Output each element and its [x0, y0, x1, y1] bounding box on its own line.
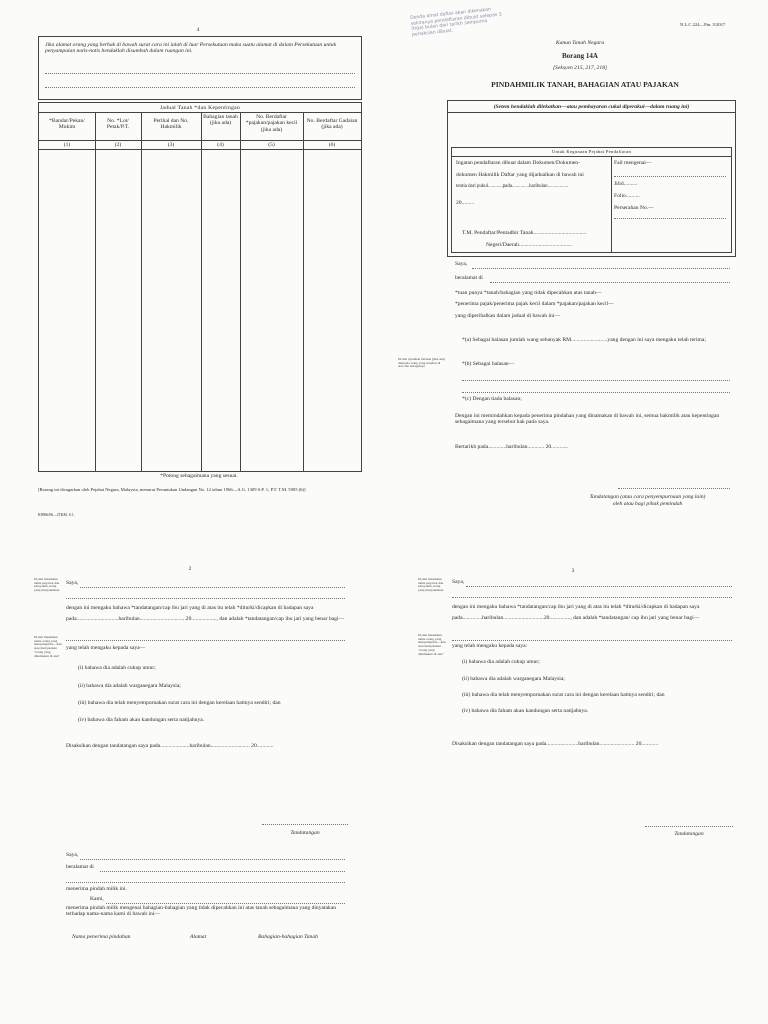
address-label: beralamat di: [455, 275, 483, 281]
signature-label: Tandatangan: [290, 830, 320, 836]
address-line[interactable]: [45, 73, 355, 74]
column-header: *Bandar/Pekan/ Mukim: [49, 118, 85, 131]
presentation-number-line[interactable]: [614, 218, 726, 219]
act-sections: [Seksyen 215, 217, 218]: [552, 65, 608, 71]
transferee-address-line[interactable]: [66, 882, 345, 883]
column-header: Perihal dan No. Hakmilik: [153, 118, 189, 131]
declaration-item: (i) bahawa dia adalah cukup umur;: [462, 659, 540, 665]
witness-side-note: Di sini masukkan nama pegawai dan kelayakan orang yang menyaksikan: [418, 577, 444, 593]
column-number: (1): [63, 142, 71, 148]
executant-name-line[interactable]: [66, 640, 345, 641]
acceptance-line: menerima pindah milik ini.: [66, 886, 127, 892]
registry-note-line: tentia dari pukul............pada..............haribulan.................: [456, 184, 569, 189]
witness-certification: dengan ini mengaku bahawa *tandatangan/cap ibu jari yang di atas itu telah *diturki/dicapkan di hadapan saya pada..............................haribulan.................................20.................., dan adalah *tandatangan/cap ibu jari yang benar bagi—: [66, 605, 345, 622]
form-reference: N.L.C 224—Pin. 5/2017: [680, 22, 726, 27]
consideration-option-b: *(b) Sebagai balasan—: [462, 361, 515, 367]
joint-acceptance: menerima pindah milik mengenai bahagian-bahagian yang tidak dipecahkan ini atas tanah sebagaimana yang dinyatakan terhadap nama-nama kami di bawah ini—: [66, 905, 337, 918]
witness-side-note: Di sini masukkan nama pegawai dan kelayakan orang yang menyaksikan: [34, 577, 60, 593]
registry-use-box: [451, 147, 732, 253]
column-header: No. *Lot/ Petak/P.T.: [106, 118, 130, 131]
witness-signature-line[interactable]: [262, 824, 348, 825]
column-number: (2): [114, 142, 122, 148]
form-number: Borang 14A: [562, 52, 598, 60]
land-schedule-table: [38, 102, 362, 472]
form-source-note: [Borang ini dicagarkan oleh Pejabat Negara, Malaysia, menurut Peruntukan Undangan No. 12 tahun 1966—A.G. 1309 S.P. 1; P.T. T.M. 5905 (6)]: [38, 487, 306, 492]
late-registration-stamp: Denda amat daftar akan dikenakan sekiranya pendaftaran dibuat selepas 3 (tiga) bulan dari tarikh sempurna perlaksian dibuat.: [410, 7, 502, 38]
witnessed-line: Disaksikan dengan tandatangan saya pada.....................haribulan............................ 20............: [66, 743, 274, 749]
executant-side-note: Di sini masukkan nama orang yang menyempurna—kan atau menyatakan "orang yang dinamakan di atas": [418, 633, 446, 656]
consideration-side-note: Di sini nyatakan balasan (jika ada) daripada wang yang tersebut di atas dan sebagainya: [398, 357, 445, 369]
witness-name-line[interactable]: [80, 587, 345, 588]
consideration-option-a: *(a) Sebagai balasan jumlah wang sebanyak RM..........................yang dengan ini saya mengaku telah terima;: [462, 337, 706, 343]
transfer-declaration: Dengan ini memindahkan kepada penerima pindahan yang dinamakan di bawah ini, semua hakmilik atau kepentingan sebagaimana yang tersebut hak pada saya.: [455, 413, 720, 426]
witness-signature-line[interactable]: [645, 826, 733, 827]
page-number: 4: [196, 27, 200, 33]
joint-transferees-label: Kami,: [90, 896, 104, 902]
schedule-reference-line: yang diperihalkan dalam jadual di bawah ini—: [455, 313, 561, 319]
column-number: (6): [328, 142, 336, 148]
consideration-line[interactable]: [462, 392, 730, 393]
satisfied-line: yang telah mengaku kepada saya:: [452, 643, 528, 649]
column-number: (4): [217, 142, 224, 148]
registry-note-line: 20.........: [456, 200, 475, 206]
column-number: (3): [167, 142, 175, 148]
owner-line: *tuan punya *tanah/bahagian yang tidak dipecahkan atas tanah—: [455, 290, 602, 296]
state-district-line: Negeri/Daerah......................................: [486, 242, 573, 248]
signature-label: Tandatangan: [674, 831, 704, 837]
registry-note-line: Ingatan pendaftaran dibuat dalam Dokumen/Dokumen-: [456, 160, 580, 166]
declaration-item: (i) bahawa dia adalah cukup umur;: [78, 665, 156, 671]
witness-label: Saya,: [66, 580, 79, 586]
transferee-address-line[interactable]: [100, 871, 345, 872]
folio-label: Folio..........: [614, 193, 640, 199]
lessee-line: *penerima pajak/penerima pajak kecil dalam *pajakan/pajakan kecil—: [455, 301, 614, 307]
declaration-item: (iii) bahawa dia telah menyempurnakan surat cara ini dengan kerelaan hatinya sendiri; dan: [78, 700, 281, 706]
joint-transferees-line[interactable]: [106, 903, 345, 904]
column-header: No. Berdaftar Gadaian (jika ada): [306, 118, 358, 131]
file-reference-label: Fail mengenai—: [614, 160, 652, 166]
column-header: No. Berdaftar *pajakan/pajakan kecil (jika ada): [245, 114, 298, 133]
declaration-item: (iv) bahawa dia faham akan kandungan serta natijahnya.: [78, 717, 205, 723]
registry-use-title: Untuk Kegunaan Pejabat Pendaftaran: [551, 149, 632, 154]
address-line[interactable]: [45, 87, 355, 88]
declaration-item: (iv) bahawa dia faham akan kandungan serta natijahnya.: [462, 708, 589, 714]
address-instruction: Jika alamat orang yang berhak di bawah surat cara ini ialah di luar Persekutuan maka suatu alamat di dalam Persekutuan untuk penyampaian notis-notis hendaklah disumbah dalam ruangan ini.: [45, 42, 337, 55]
dated-line: Bertarikh pada.............haribulan............ 20............: [455, 444, 568, 450]
address-label: beralamat di: [66, 864, 94, 870]
schedule-title: Jadual Tanah *dan Kepentingan: [159, 105, 241, 111]
transferor-label: Saya,: [455, 261, 468, 267]
witness-name-line[interactable]: [466, 586, 732, 587]
transferor-name-line[interactable]: [472, 268, 730, 269]
address-box: [38, 36, 362, 100]
volume-label: Jilid..........: [614, 181, 638, 187]
file-reference-line[interactable]: [614, 176, 726, 177]
stamp-duty-box: [447, 100, 736, 257]
registrar-signature-line: T.M. Pendaftar/Pentadbir Tanah......................................: [462, 230, 587, 236]
presentation-number-label: Perserahan No.—: [614, 205, 654, 211]
witness-label: Saya,: [452, 579, 465, 585]
print-code: K8966/06—JTKM. S.1.: [38, 513, 75, 517]
column-header: Bahagian tanah (jika ada): [203, 114, 238, 127]
footnote: *Potong sebagaimana yang sesuai.: [160, 473, 238, 479]
transferee-column: Alamat: [190, 934, 207, 940]
transferee-label: Saya,: [66, 852, 79, 858]
witness-qualification-line[interactable]: [452, 597, 732, 598]
executant-name-line[interactable]: [452, 640, 732, 641]
executant-side-note: Di sini masukkan nama orang yang menyempurna—kan atau menyatakan "orang yang dinamakan di atas": [34, 635, 62, 658]
satisfied-line: yang telah mengaku kepada saya—: [66, 645, 146, 651]
column-number: (5): [268, 142, 275, 148]
witness-qualification-line[interactable]: [66, 598, 345, 599]
consideration-option-c: *(c) Dengan tiada balasan;: [462, 396, 522, 402]
declaration-item: (iii) bahawa dia telah menyempurnakan surat cara ini dengan kerelaan hatinya sendiri; dan: [462, 692, 665, 698]
transferee-column: Bahagian-bahagian Tanah: [258, 934, 318, 940]
transferee-name-line[interactable]: [80, 859, 345, 860]
witnessed-line: Disaksikan dengan tandatangan saya pada.......................haribulan......................... 20............: [452, 741, 659, 747]
act-name: Kanun Tanah Negara: [555, 40, 605, 46]
registry-note-line: dokumen Hakmilik Daftar yang dijadualkan di bawah ini: [456, 172, 584, 178]
declaration-item: (ii) bahawa dia adalah warganegara Malaysia;: [462, 676, 565, 682]
consideration-line[interactable]: [462, 380, 730, 381]
page-number: 2: [188, 566, 192, 572]
stamp-duty-note: (Setem hendaklah dilekatkan—atau pembayaran cukai diperakui—dalam ruang ini): [493, 104, 690, 110]
witness-certification: dengan ini mengaku bahawa *tandatangan/cap ibu jari yang di atas itu telah *diturki/dicapkan di hadapan saya pada..............haribulan.............................20..............., dan adalah *tandatangan/ cap ibu jari yang benar bagi—: [452, 604, 700, 621]
signature-caption: oleh atau bagi pihak pemindah: [612, 501, 683, 507]
transferor-address-line[interactable]: [490, 282, 730, 283]
transferor-signature-line[interactable]: [618, 488, 730, 489]
form-title: PINDAHMILIK TANAH, BAHAGIAN ATAU PAJAKAN: [491, 80, 679, 89]
transferee-column: Nama penerima pindahan: [72, 934, 131, 940]
declaration-item: (ii) bahawa dia adalah warganegara Malaysia;: [78, 683, 181, 689]
signature-caption: Tandatangan (atau cara penyempurnaan yang lain): [589, 494, 706, 500]
page-number: 3: [571, 568, 575, 574]
